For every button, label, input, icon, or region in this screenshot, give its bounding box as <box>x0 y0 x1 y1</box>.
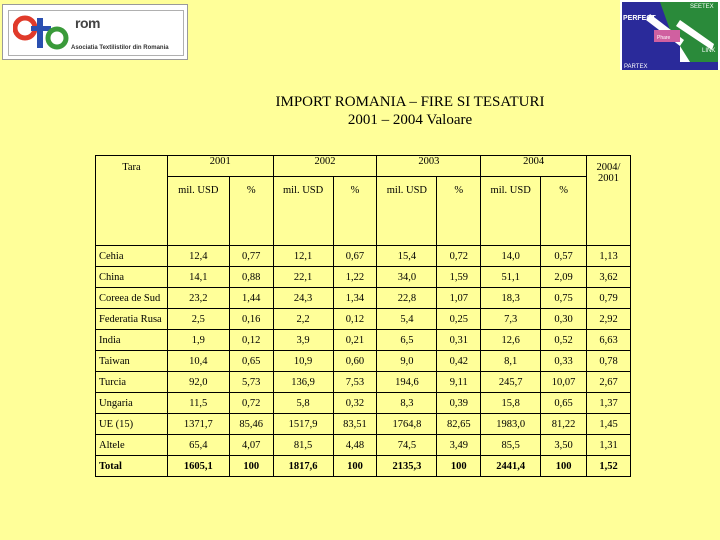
row-value: 1605,1 <box>167 456 229 477</box>
row-value: 5,73 <box>229 372 273 393</box>
table-row <box>96 330 631 351</box>
row-value: 85,46 <box>229 414 273 435</box>
header-pct-2004: % <box>541 177 587 246</box>
header-country: Tara <box>96 156 168 246</box>
row-country: Cehia <box>96 246 168 267</box>
row-value: 34,0 <box>377 267 437 288</box>
row-value: 100 <box>541 456 587 477</box>
row-value: 81,22 <box>541 414 587 435</box>
row-value: 2,67 <box>587 372 631 393</box>
row-value: 3,50 <box>541 435 587 456</box>
row-value: 2,5 <box>167 309 229 330</box>
row-value: 5,8 <box>273 393 333 414</box>
row-value: 0,77 <box>229 246 273 267</box>
row-value: 9,0 <box>377 351 437 372</box>
logo-wordmark: rom <box>75 15 100 31</box>
table-row <box>96 435 631 456</box>
row-value: 0,32 <box>333 393 377 414</box>
row-value: 2135,3 <box>377 456 437 477</box>
table-row <box>96 267 631 288</box>
row-value: 15,4 <box>377 246 437 267</box>
row-value: 0,42 <box>437 351 481 372</box>
row-country: Federatia Rusa <box>96 309 168 330</box>
row-value: 22,8 <box>377 288 437 309</box>
row-value: 22,1 <box>273 267 333 288</box>
row-value: 0,88 <box>229 267 273 288</box>
row-value: 10,4 <box>167 351 229 372</box>
row-value: 12,1 <box>273 246 333 267</box>
row-value: 2,92 <box>587 309 631 330</box>
table-body <box>96 246 631 477</box>
atr-logo-mark-icon <box>13 14 73 52</box>
row-value: 24,3 <box>273 288 333 309</box>
header-pct-2002: % <box>333 177 377 246</box>
row-value: 2441,4 <box>481 456 541 477</box>
row-value: 5,4 <box>377 309 437 330</box>
import-table <box>95 155 631 477</box>
row-value: 1,59 <box>437 267 481 288</box>
row-value: 2,09 <box>541 267 587 288</box>
row-country: Altele <box>96 435 168 456</box>
header-ratio-line-1: 2004/ <box>596 162 621 173</box>
logo-link-text: LINK <box>702 48 716 54</box>
row-value: 11,5 <box>167 393 229 414</box>
row-value: 92,0 <box>167 372 229 393</box>
row-country: UE (15) <box>96 414 168 435</box>
row-value: 0,72 <box>437 246 481 267</box>
row-value: 1,52 <box>587 456 631 477</box>
row-value: 100 <box>229 456 273 477</box>
row-value: 0,31 <box>437 330 481 351</box>
row-value: 1,22 <box>333 267 377 288</box>
row-country: Coreea de Sud <box>96 288 168 309</box>
header-year-2003: 2003 <box>377 156 481 177</box>
row-value: 245,7 <box>481 372 541 393</box>
row-value: 4,48 <box>333 435 377 456</box>
row-value: 194,6 <box>377 372 437 393</box>
row-value: 1517,9 <box>273 414 333 435</box>
table-row <box>96 414 631 435</box>
row-value: 0,52 <box>541 330 587 351</box>
row-value: 82,65 <box>437 414 481 435</box>
table-row <box>96 246 631 267</box>
row-value: 65,4 <box>167 435 229 456</box>
row-country: Turcia <box>96 372 168 393</box>
row-value: 23,2 <box>167 288 229 309</box>
row-value: 0,25 <box>437 309 481 330</box>
row-value: 6,5 <box>377 330 437 351</box>
row-value: 0,57 <box>541 246 587 267</box>
atr-logo <box>2 4 188 60</box>
header-year-2001: 2001 <box>167 156 273 177</box>
row-value: 1817,6 <box>273 456 333 477</box>
row-value: 8,3 <box>377 393 437 414</box>
row-value: 0,72 <box>229 393 273 414</box>
row-value: 0,30 <box>541 309 587 330</box>
table-row <box>96 393 631 414</box>
row-value: 3,49 <box>437 435 481 456</box>
header-pct-2003: % <box>437 177 481 246</box>
row-value: 85,5 <box>481 435 541 456</box>
row-value: 0,75 <box>541 288 587 309</box>
table-row <box>96 456 631 477</box>
row-country: Total <box>96 456 168 477</box>
row-value: 0,21 <box>333 330 377 351</box>
seetex-logo <box>620 0 720 70</box>
header-usd-2003: mil. USD <box>377 177 437 246</box>
row-value: 1371,7 <box>167 414 229 435</box>
row-value: 10,07 <box>541 372 587 393</box>
page-title <box>150 93 670 129</box>
row-value: 15,8 <box>481 393 541 414</box>
row-value: 1983,0 <box>481 414 541 435</box>
row-value: 0,12 <box>229 330 273 351</box>
row-value: 12,4 <box>167 246 229 267</box>
header-year-2004: 2004 <box>481 156 587 177</box>
header-ratio-line-2: 2001 <box>598 173 620 184</box>
row-value: 100 <box>333 456 377 477</box>
table-row <box>96 351 631 372</box>
logo-partex-text: PARTEX <box>624 64 648 70</box>
header-pct-2001: % <box>229 177 273 246</box>
header-usd-2002: mil. USD <box>273 177 333 246</box>
seetex-logo-icon <box>620 0 720 70</box>
row-value: 14,0 <box>481 246 541 267</box>
logo-phare-text: Phare <box>657 35 671 41</box>
row-value: 0,78 <box>587 351 631 372</box>
row-value: 136,9 <box>273 372 333 393</box>
row-value: 1,37 <box>587 393 631 414</box>
logo-seetex-text: SEETEX <box>690 4 714 10</box>
row-value: 1764,8 <box>377 414 437 435</box>
logo-subtitle: Asociatia Textilistilor din Romania <box>71 45 169 51</box>
row-value: 18,3 <box>481 288 541 309</box>
row-value: 7,53 <box>333 372 377 393</box>
import-table-container <box>95 155 631 472</box>
title-line-2: 2001 – 2004 Valoare <box>347 112 473 128</box>
row-value: 3,62 <box>587 267 631 288</box>
row-value: 0,79 <box>587 288 631 309</box>
row-value: 1,34 <box>333 288 377 309</box>
header-row-units <box>96 177 631 246</box>
row-value: 1,9 <box>167 330 229 351</box>
row-value: 1,07 <box>437 288 481 309</box>
row-value: 51,1 <box>481 267 541 288</box>
row-country: India <box>96 330 168 351</box>
row-value: 74,5 <box>377 435 437 456</box>
row-value: 1,45 <box>587 414 631 435</box>
row-value: 3,9 <box>273 330 333 351</box>
row-value: 1,44 <box>229 288 273 309</box>
row-value: 0,65 <box>541 393 587 414</box>
row-value: 1,13 <box>587 246 631 267</box>
header-year-2002: 2002 <box>273 156 377 177</box>
row-value: 4,07 <box>229 435 273 456</box>
row-value: 0,39 <box>437 393 481 414</box>
row-value: 9,11 <box>437 372 481 393</box>
row-country: China <box>96 267 168 288</box>
logo-perfect-text: PERFECT <box>623 15 656 22</box>
table-row <box>96 288 631 309</box>
row-value: 81,5 <box>273 435 333 456</box>
row-value: 0,67 <box>333 246 377 267</box>
row-value: 2,2 <box>273 309 333 330</box>
row-value: 83,51 <box>333 414 377 435</box>
row-value: 7,3 <box>481 309 541 330</box>
row-value: 0,33 <box>541 351 587 372</box>
table-row <box>96 309 631 330</box>
header-usd-2001: mil. USD <box>167 177 229 246</box>
row-value: 0,60 <box>333 351 377 372</box>
row-value: 0,16 <box>229 309 273 330</box>
row-value: 6,63 <box>587 330 631 351</box>
title-line-1: IMPORT ROMANIA – FIRE SI TESATURI <box>275 94 545 110</box>
row-value: 1,31 <box>587 435 631 456</box>
table-row <box>96 372 631 393</box>
row-value: 100 <box>437 456 481 477</box>
row-value: 14,1 <box>167 267 229 288</box>
header-usd-2004: mil. USD <box>481 177 541 246</box>
row-value: 8,1 <box>481 351 541 372</box>
row-value: 10,9 <box>273 351 333 372</box>
row-country: Ungaria <box>96 393 168 414</box>
row-value: 12,6 <box>481 330 541 351</box>
header-row-years <box>96 156 631 177</box>
row-value: 0,65 <box>229 351 273 372</box>
row-value: 0,12 <box>333 309 377 330</box>
row-country: Taiwan <box>96 351 168 372</box>
header-ratio <box>587 156 631 246</box>
